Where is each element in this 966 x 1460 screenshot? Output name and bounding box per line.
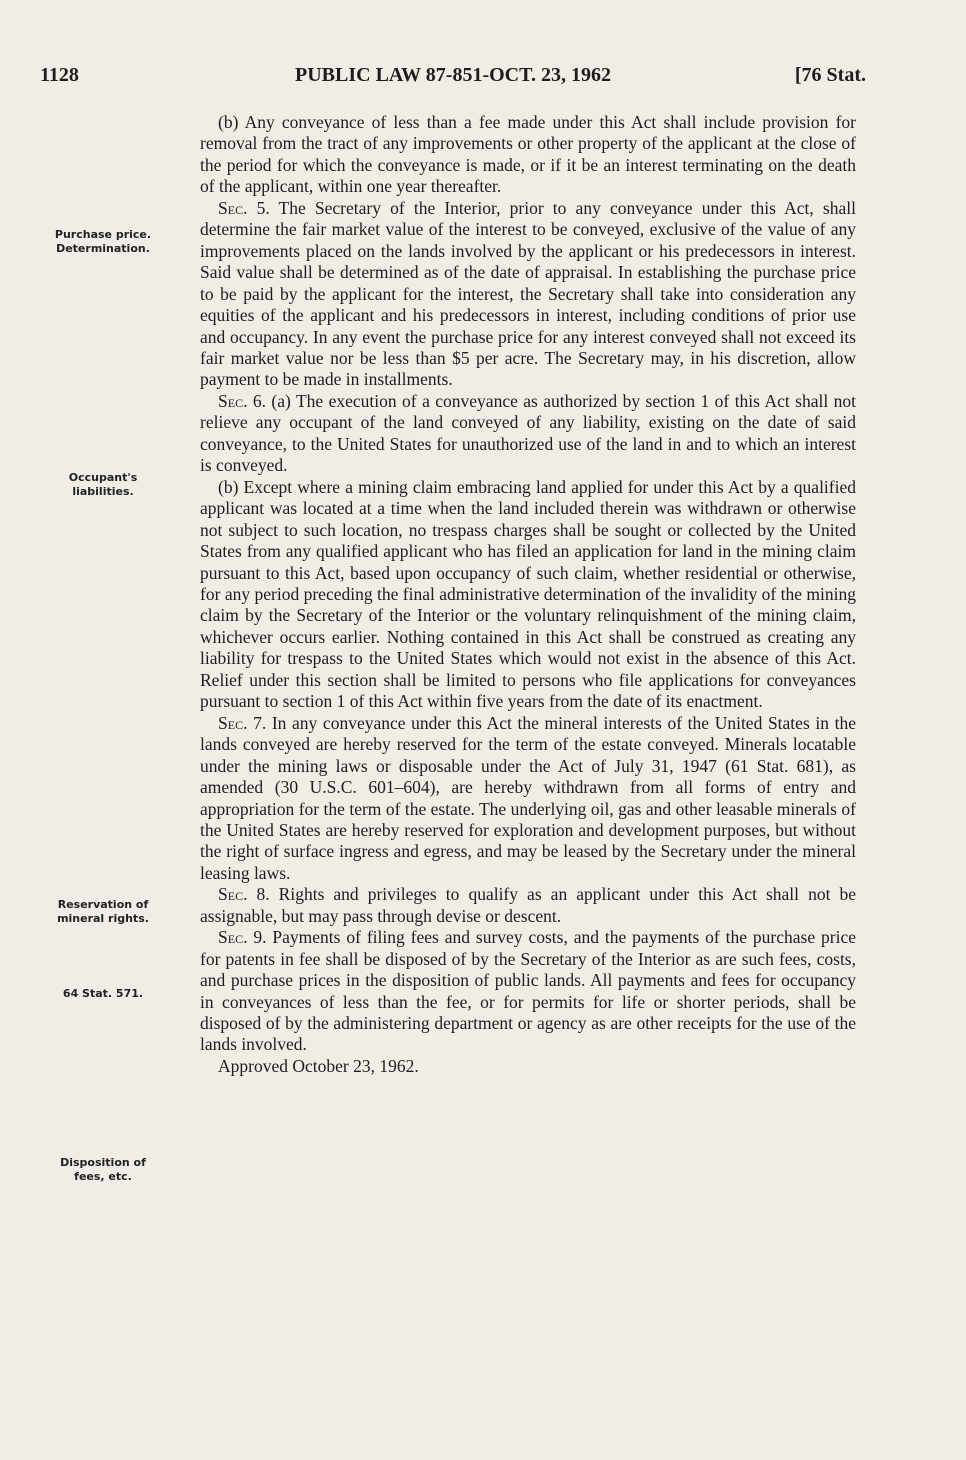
margin-note-occupant-liabilities xyxy=(28,471,178,499)
paragraph-text: (a) The execution of a conveyance as authorized by section 1 of this Act shall not relieve any occupant of the land conveyed of any liability, existing on the date of said conveyance, to the United States for unauthorized use of the land in and to which an interest is conveyed. xyxy=(200,390,856,476)
paragraph-text: Rights and privileges to qualify as an applicant under this Act shall not be assignable, but may pass through devise or descent. xyxy=(200,884,856,926)
margin-note-disposition-of-fees xyxy=(28,1156,178,1184)
section-9 xyxy=(200,927,856,1056)
paragraph-text: The Secretary of the Interior, prior to any conveyance under this Act, shall determine the fair market value of the interest to be conveyed, exclusive of the value of any improvements placed on the lands involved by the applicant or his predecessors in interest. Said value shall be determined as of the date of appraisal. In establishing the purchase price to be paid by the applicant for the interest, the Secretary shall take into consideration any equities of the applicant and his predecessors in interest, including conditions of prior use and occupancy. In any event the purchase price for any interest conveyed shall not exceed its fair market value nor be less than $5 per acre. The Secretary may, in his discretion, allow payment to be made in installments. xyxy=(200,197,856,390)
paragraph-4b xyxy=(200,112,856,198)
margin-note-line: 64 Stat. 571. xyxy=(62,987,144,1000)
margin-note-mineral-rights xyxy=(28,898,178,926)
section-5 xyxy=(200,198,856,391)
margin-note-line: Occupant's xyxy=(68,471,138,484)
section-6a xyxy=(200,391,856,477)
section-label: Sec. 5. xyxy=(218,197,270,218)
margin-note-line: liabilities. xyxy=(72,485,134,498)
page-number: 1128 xyxy=(40,64,79,86)
margin-note-statute-citation xyxy=(28,987,178,1001)
paragraph-text: Payments of filing fees and survey costs, and the payments of the purchase price for patents in fee shall be disposed of by the Secretary of the Interior as are such fees, costs, and purchase prices in the disposition of public lands. All payments and fees for occupancy in conveyances of less than the fee, or for permits for life or shorter periods, shall be disposed of by the administering department or agency as are other receipts for the use of the lands involved. xyxy=(200,927,856,1055)
margin-note-purchase-price xyxy=(28,228,178,256)
section-label: Sec. 9. xyxy=(218,927,267,948)
section-7 xyxy=(200,713,856,885)
paragraph-6b xyxy=(200,477,856,713)
paragraph-text: (b) Any conveyance of less than a fee made under this Act shall include provision for removal from the tract of any improvements or other property of the applicant at the close of the period for which the conveyance is made, or if it be an interest terminating on the death of the applicant, within one year thereafter. xyxy=(200,112,856,197)
approval-date: Approved October 23, 1962. xyxy=(218,1055,419,1076)
section-label: Sec. 6. xyxy=(218,390,266,411)
paragraph-text: (b) Except where a mining claim embracing land applied for under this Act by a qualified applicant was located at a time when the land included therein was withdrawn or otherwise not subject to such location, no trespass charges shall be sought or collected by the United States from any qualified applicant who has filed an application for land in the mining claim pursuant to this Act, based upon occupancy of such claim, whether residential or otherwise, for any period preceding the final administrative determination of the invalidity of the mining claim by the Secretary of the Interior or the voluntary relinquishment of the mining claim, whichever occurs earlier. Nothing contained in this Act shall be construed as creating any liability for trespass to the United States which would not exist in the absence of this Act. Relief under this section shall be limited to persons who file applications for conveyances pursuant to section 1 of this Act within five years from the date of its enactment. xyxy=(200,476,856,712)
section-8 xyxy=(200,884,856,927)
margin-note-line: fees, etc. xyxy=(74,1170,132,1183)
margin-note-line: Determination. xyxy=(56,242,150,255)
statute-reference: [76 Stat. xyxy=(794,64,866,86)
page-title: PUBLIC LAW 87-851-OCT. 23, 1962 xyxy=(295,64,611,86)
margin-note-line: Reservation of xyxy=(57,898,149,911)
paragraph-text: In any conveyance under this Act the mineral interests of the United States in the lands conveyed are hereby reserved for the term of the estate conveyed. Minerals locatable under the mining laws or disposable under the Act of July 31, 1947 (61 Stat. 681), as amended (30 U.S.C. 601–604), are hereby withdrawn from all forms of entry and appropriation for the term of the estate. The underlying oil, gas and other leasable minerals of the United States are hereby reserved for exploration and development purposes, but without the right of surface ingress and egress, and may be leased by the Secretary under the mineral leasing laws. xyxy=(200,712,856,883)
page-header xyxy=(40,64,866,94)
margin-note-line: Disposition of xyxy=(60,1156,146,1169)
margin-note-line: mineral rights. xyxy=(57,912,149,925)
section-label: Sec. 7. xyxy=(218,712,267,733)
margin-note-line: Purchase price. xyxy=(54,228,152,241)
section-label: Sec. 8. xyxy=(218,884,270,905)
body-text xyxy=(200,112,856,1077)
